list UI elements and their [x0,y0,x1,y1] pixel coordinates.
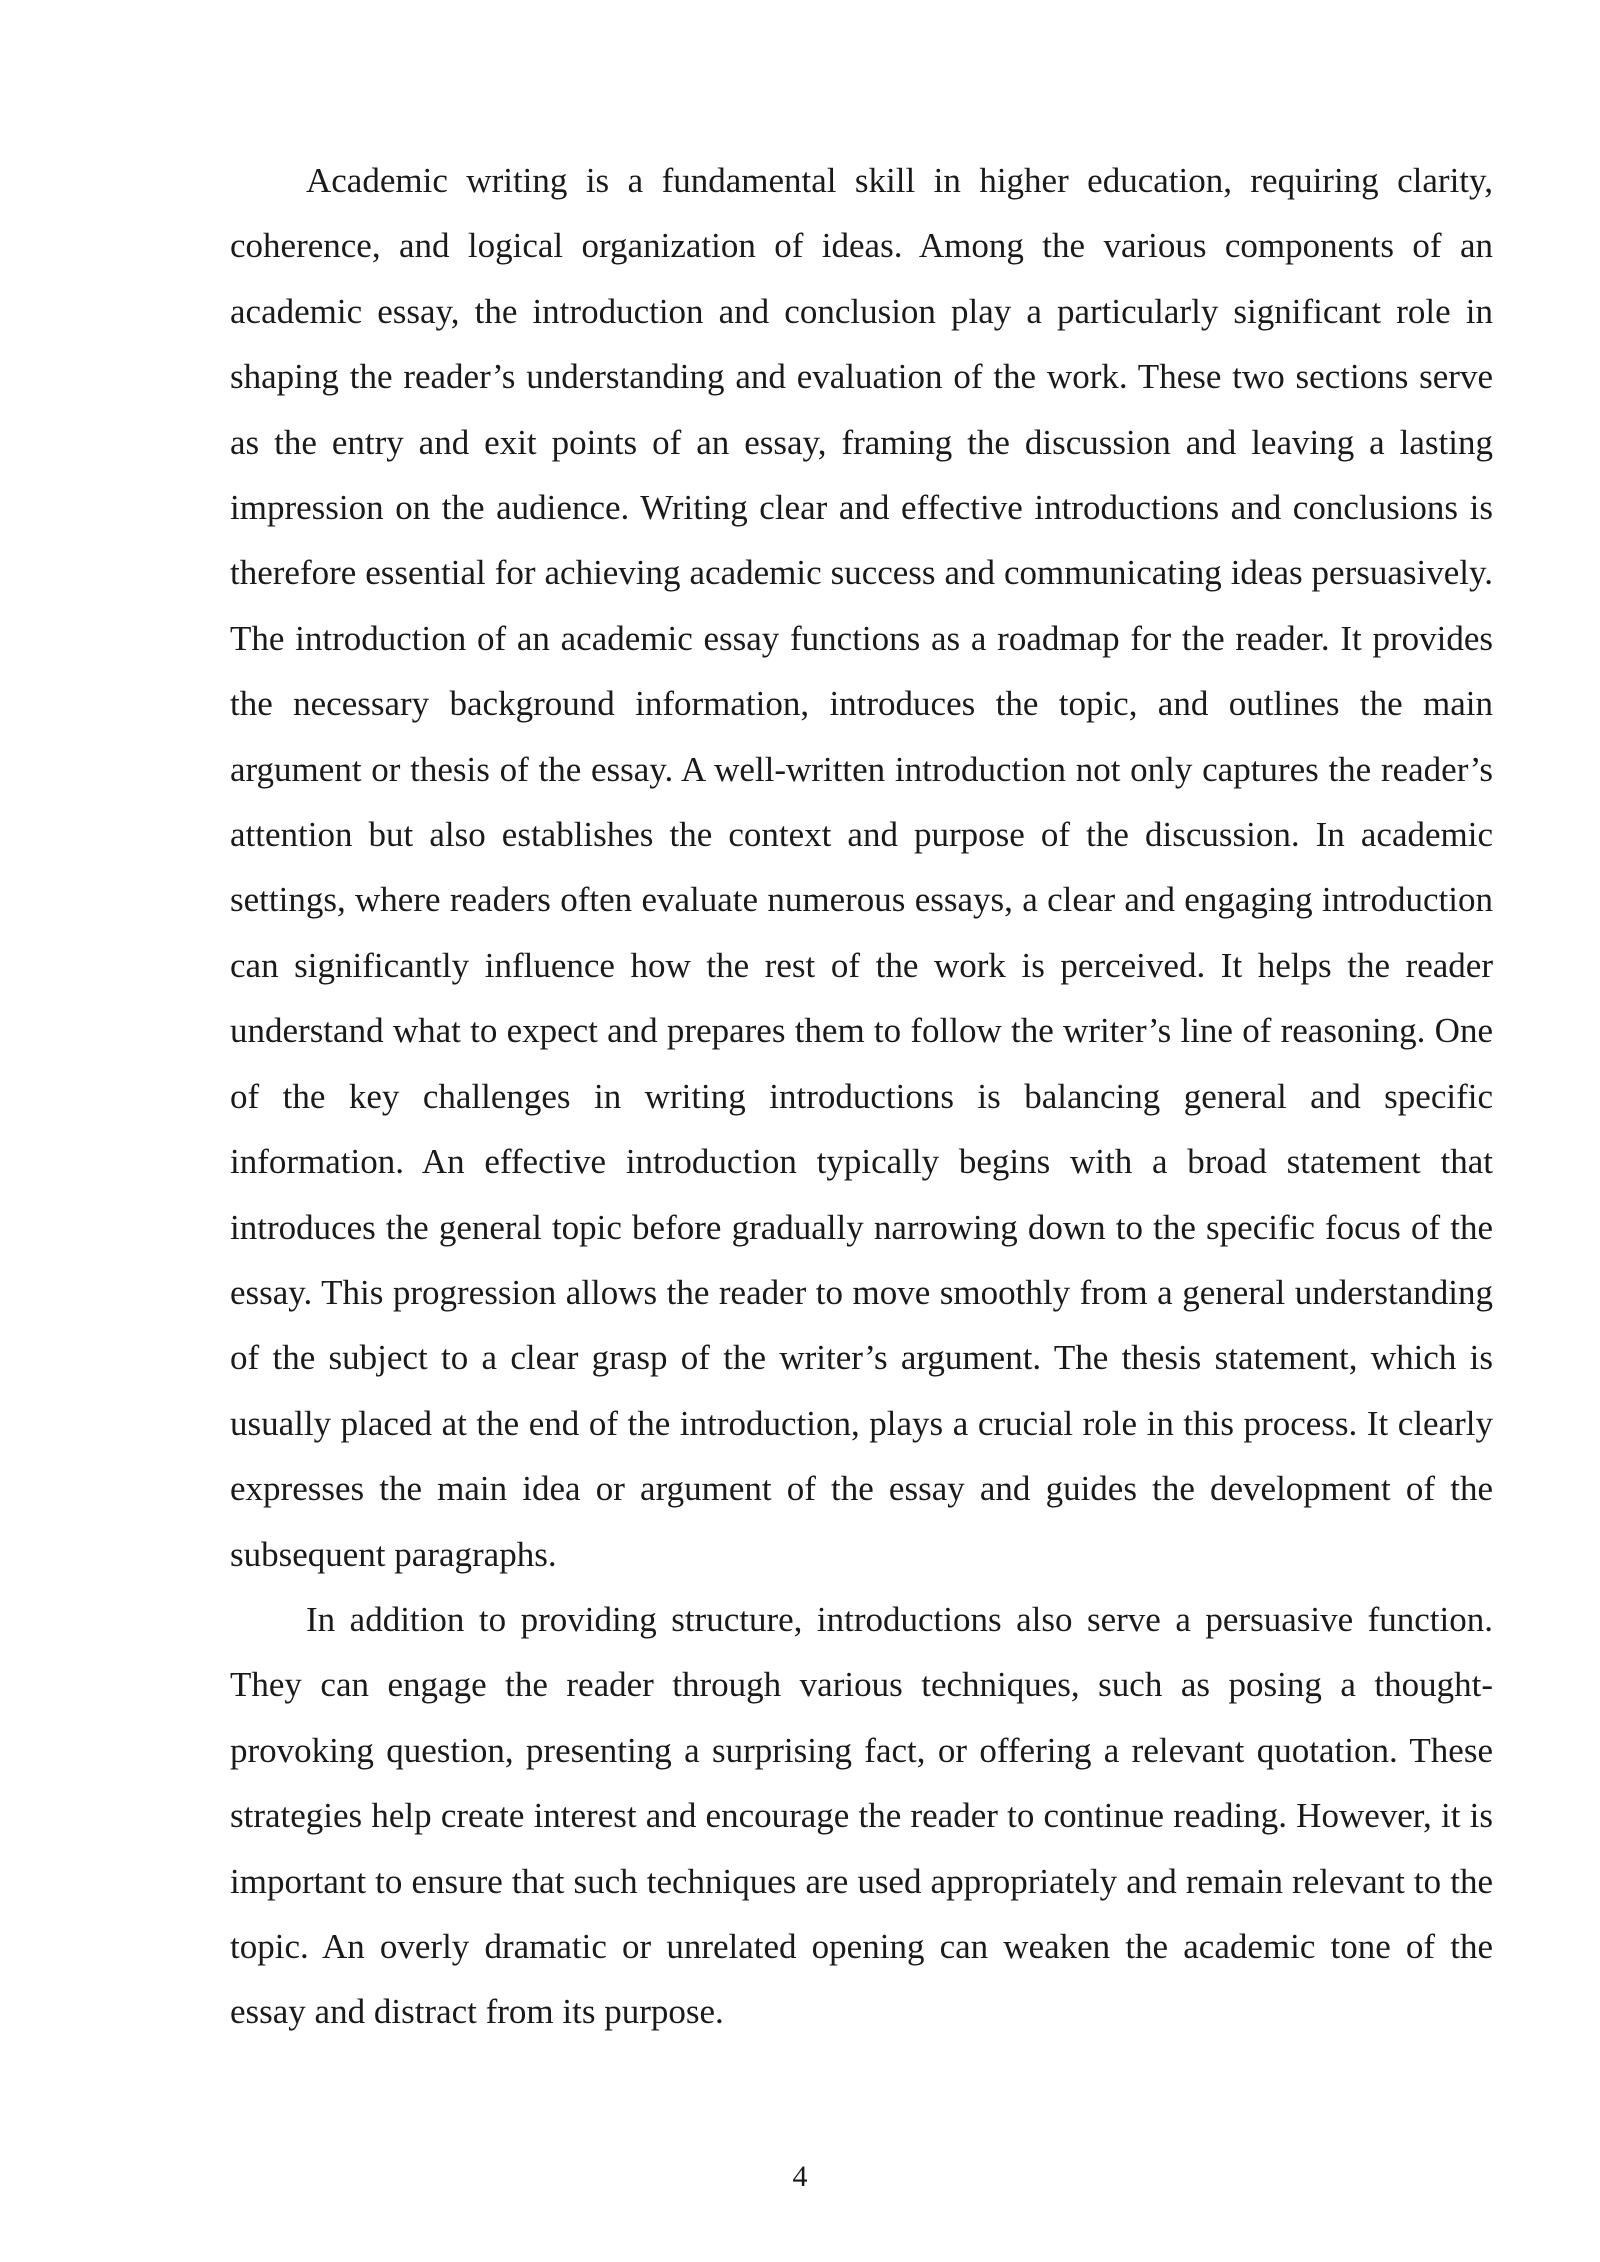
page-number: 4 [792,2160,808,2193]
paragraph-2: In addition to providing structure, introductions also serve a persuasive function. They can engage the reader through various techniques, such as posing a thought-provoking question, presenting a surprising fact, or offering a relevant quotation. These strategies help create interest and encourage the reader to continue reading. However, it is important to ensure that such techniques are used appropriately and remain relevant to the topic. An overly dramatic or unrelated opening can weaken the academic tone of the essay and distract from its purpose. [230,1599,1493,2032]
document-body [230,148,1493,2045]
paragraph-1: Academic writing is a fundamental skill in higher education, requiring clarity, coherence, and logical organization of ideas. Among the various components of an academic essay, the introduction and conclusion play a particularly significant role in shaping the reader’s understanding and evaluation of the work. These two sections serve as the entry and exit points of an essay, framing the discussion and leaving a lasting impression on the audience. Writing clear and effective introductions and conclusions is therefore essential for achieving academic success and communicating ideas persuasively. The introduction of an academic essay functions as a roadmap for the reader. It provides the necessary background information, introduces the topic, and outlines the main argument or thesis of the essay. A well-written introduction not only captures the reader’s attention but also establishes the context and purpose of the discussion. In academic settings, where readers often evaluate numerous essays, a clear and engaging introduction can significantly influence how the rest of the work is perceived. It helps the reader understand what to expect and prepares them to follow the writer’s line of reasoning. One of the key challenges in writing introductions is balancing general and specific information. An effective introduction typically begins with a broad statement that introduces the general topic before gradually narrowing down to the specific focus of the essay. This progression allows the reader to move smoothly from a general understanding of the subject to a clear grasp of the writer’s argument. The thesis statement, which is usually placed at the end of the introduction, plays a crucial role in this process. It clearly expresses the main idea or argument of the essay and guides the development of the subsequent paragraphs. [230,161,1493,1574]
